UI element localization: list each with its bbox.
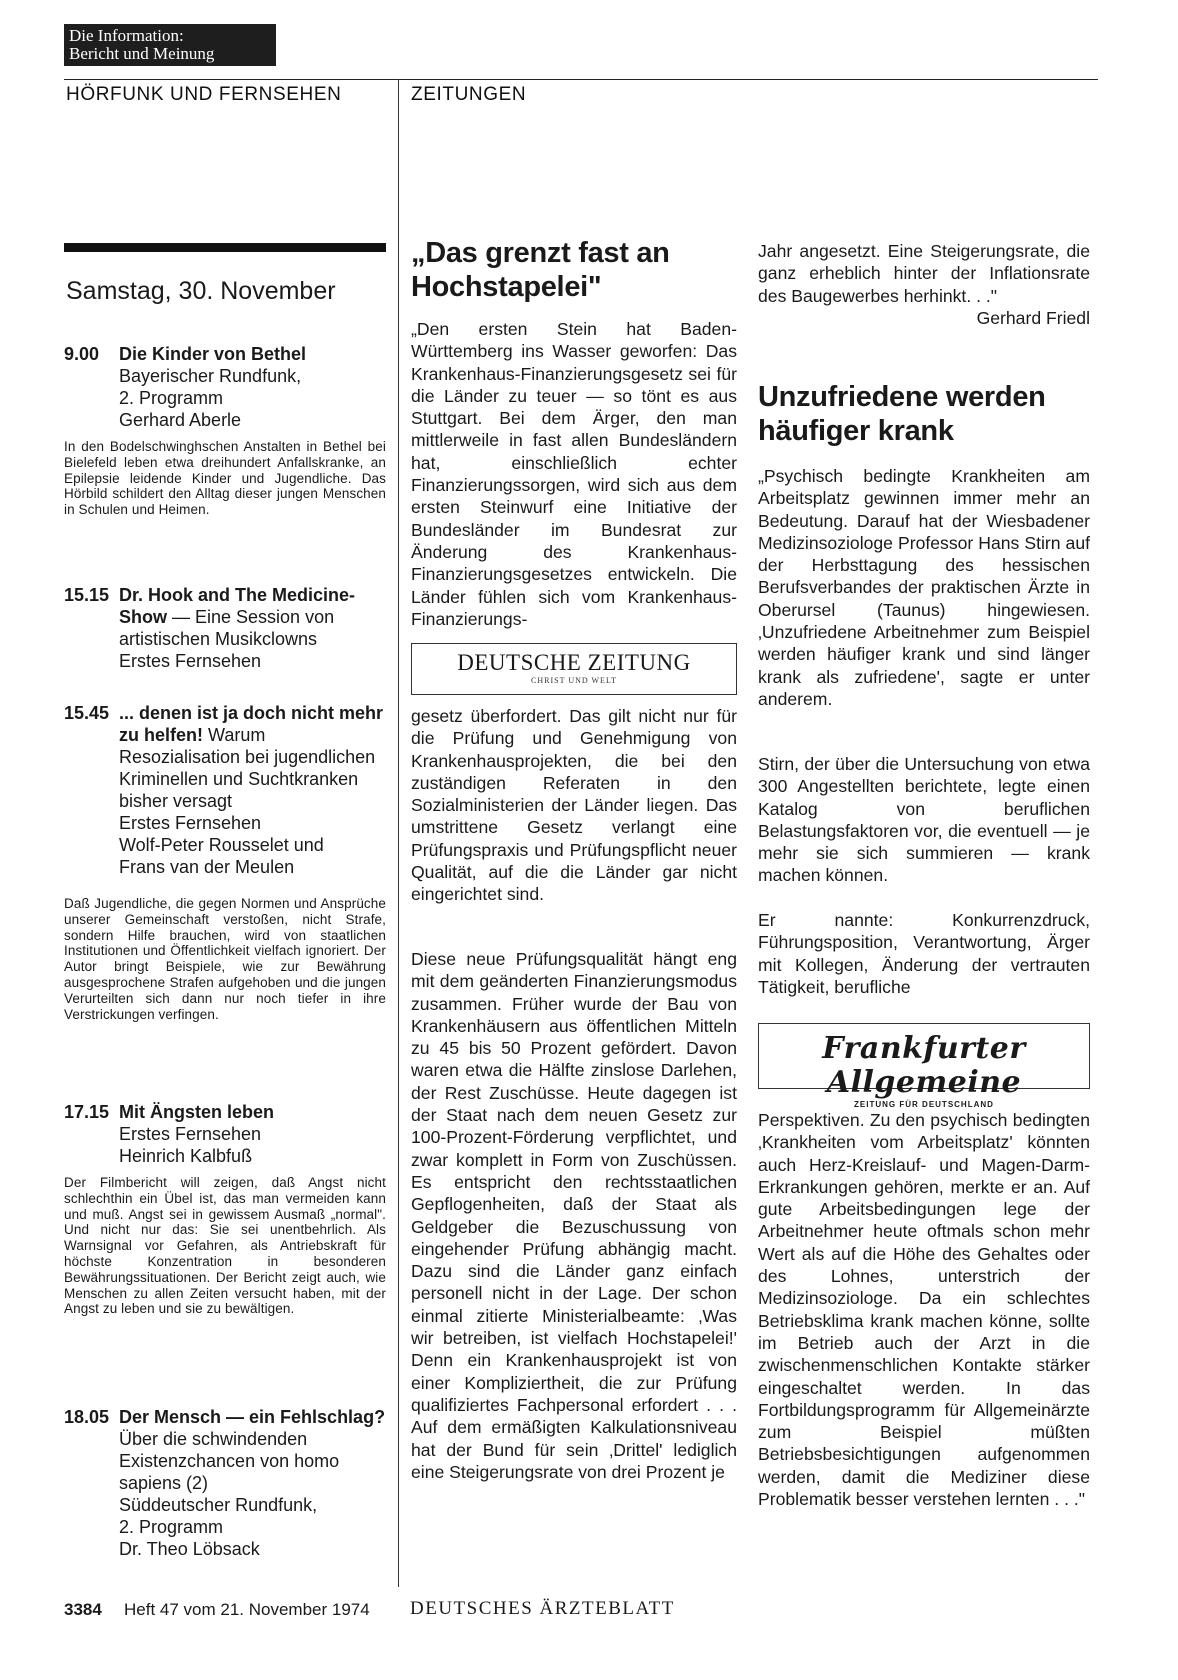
source-logo-deutsche-zeitung bbox=[411, 643, 737, 695]
program-day: Samstag, 30. November bbox=[66, 277, 336, 305]
entry-time: 15.45 bbox=[64, 703, 110, 723]
article-text: „Den ersten Stein hat Baden-Württemberg ins Wasser geworfen: Das Krankenhaus-Finanzierungsgesetz sei für die Länder zu teuer — so tönt es aus Stuttgart. Bei dem Ärger, den man mittlerweile in fast allen Bundesländern hat, einschließlich echter Finanzierungssorgen, wird sich aus dem ersten Steinwurf eine Initiative der Bundesländer im Bundesrat zur Änderung des Krankenhaus-Finanzierungsgesetzes entwickeln. Die Länder fühlen sich vom Krankenhaus-Finanzierungs- bbox=[411, 319, 737, 629]
article-headline: Unzufriedene werden häufiger krank bbox=[758, 381, 1046, 447]
entry-subtitle: — Eine Session von artistischen Musikclowns bbox=[119, 607, 335, 649]
section-tag bbox=[64, 24, 276, 66]
source-name: DEUTSCHE ZEITUNG bbox=[457, 650, 691, 675]
section-tag-line2: Bericht und Meinung bbox=[69, 44, 215, 63]
entry-detail: Wolf-Peter Rousselet und bbox=[119, 835, 324, 855]
program-entry bbox=[64, 1406, 386, 1560]
entry-description: Der Filmbericht will zeigen, daß Angst nicht schlechthin ein Übel ist, das man vermeiden kann und muß. Angst sei in gewissem Ausmaß „normal". Und nicht nur das: Sie sei unentbehrlich. Als Warnsignal vor Gefahren, als Antriebskraft für höchste Konzentration in besonderen Bewährungssituationen. Der Bericht zeigt auch, wie Menschen zu allen Zeiten versucht haben, mit der Angst zu leben und sie zu bewältigen. bbox=[64, 1175, 386, 1317]
page-number: 3384 bbox=[64, 1600, 102, 1619]
top-rule bbox=[64, 79, 1098, 80]
source-logo-frankfurter-allgemeine bbox=[758, 1023, 1090, 1109]
source-subtitle: CHRIST UND WELT bbox=[531, 676, 617, 685]
entry-title: ... denen ist ja doch nicht mehr zu helfen! bbox=[119, 703, 384, 745]
entry-subtitle: Warum Resozialisation bei jugendlichen Kriminellen und Suchtkranken bisher versagt bbox=[119, 725, 376, 811]
article-text: Diese neue Prüfungsqualität hängt eng mit dem geänderten Finanzierungsmodus zusammen. Früher wurde der Bau von Krankenhäusern aus öffentlichen Mitteln zu 45 bis 50 Prozent gefördert. Davon waren etwa die Hälfte zinslose Darlehen, der Rest Zuschüsse. Heute dagegen ist der Staat nach dem neuen Gesetz zur 100-Prozent-Förderung verpflichtet, und zwar komplett in Form von Zuschüssen. Es entspricht den rechtsstaatlichen Gepflogenheiten, daß der Staat als Geldgeber die Bezuschussung von eingehender Prüfung abhängig macht. Dazu sind die Länder ganz einfach personell nicht in der Lage. Der schon einmal zitierte Ministerialbeamte: ‚Was wir betreiben, ist vielfach Hochstapelei!' Denn ein Krankenhausprojekt ist von einer Kompliziertheit, die zur Prüfung qualifiziertes Fachpersonal erfordert . . . Auf dem ermäßigten Kalkulationsniveau hat der Bund für sein ‚Drittel' lediglich eine Steigerungsrate von drei Prozent je bbox=[411, 949, 737, 1482]
entry-detail: Erstes Fernsehen bbox=[119, 1124, 262, 1144]
program-entry bbox=[64, 343, 386, 431]
entry-description: In den Bodelschwinghschen Anstalten in Bethel bei Bielefeld leben etwa dreihundert Anfallskranke, an Epilepsie leidende Kinder und Jugendliche. Das Hörbild schildert den Alltag dieser jungen Menschen in Schulen und Heimen. bbox=[64, 439, 386, 518]
source-subtitle: ZEITUNG FÜR DEUTSCHLAND bbox=[854, 1100, 994, 1109]
entry-time: 9.00 bbox=[64, 344, 100, 364]
journal-title: DEUTSCHES ÄRZTEBLATT bbox=[410, 1598, 675, 1619]
section-heading-radio-tv: HÖRFUNK UND FERNSEHEN bbox=[66, 84, 342, 105]
entry-time: 15.15 bbox=[64, 585, 110, 605]
entry-detail: Heinrich Kalbfuß bbox=[119, 1146, 253, 1166]
article-text: gesetz überfordert. Das gilt nicht nur für die Prüfung und Genehmigung von Krankenhausprojekten, die bei den zuständigen Referaten in den Sozialministerien der Länder liegen. Das umstrittene Gesetz verlangt eine Prüfungspraxis und Prüfungspflicht neuer Qualität, auf die die Länder gar nicht eingerichtet sind. bbox=[411, 706, 737, 905]
entry-time: 18.05 bbox=[64, 1407, 110, 1427]
entry-time: 17.15 bbox=[64, 1102, 110, 1122]
article-author: Gerhard Friedl bbox=[976, 307, 1090, 328]
entry-detail: 2. Programm bbox=[119, 388, 224, 408]
entry-description: Daß Jugendliche, die gegen Normen und Ansprüche unserer Gemeinschaft verstoßen, nicht Strafe, sondern Hilfe brauchen, wird von staatlichen Institutionen und Öffentlichkeit vielfach ignoriert. Der Autor bringt Beispiele, wie zur Bewährung ausgesprochene Strafen aufgehoben und die jungen Verurteilten sich dann nur noch tiefer in ihre Verstrickungen verfingen. bbox=[64, 896, 386, 1022]
entry-detail: Dr. Theo Löbsack bbox=[119, 1539, 260, 1559]
entry-detail: Frans van der Meulen bbox=[119, 857, 295, 877]
entry-detail: Süddeutscher Rundfunk, bbox=[119, 1495, 318, 1515]
entry-detail: 2. Programm bbox=[119, 1517, 224, 1537]
program-entry bbox=[64, 1101, 386, 1167]
article-text: Er nannte: Konkurrenzdruck, Führungsposition, Verantwortung, Ärger mit Kollegen, Änderung der vertrauten Tätigkeit, berufliche bbox=[758, 910, 1090, 997]
column-divider bbox=[398, 79, 399, 1587]
section-heading-newspapers: ZEITUNGEN bbox=[411, 84, 527, 105]
entry-title: Dr. Hook and The Medicine-Show bbox=[119, 585, 356, 627]
entry-title: Der Mensch — ein Fehlschlag? bbox=[119, 1407, 386, 1427]
program-entry bbox=[64, 584, 386, 672]
article-text: Perspektiven. Zu den psychisch bedingten ‚Krankheiten vom Arbeitsplatz' könnten auch Herz-Kreislauf- und Magen-Darm-Erkrankungen gehören, merkte er an. Auf gute Arbeitsbedingungen lege der Arbeitnehmer heute oftmals schon mehr Wert als auf die Höhe des Gehaltes oder des Lohnes, unterstrich der Medizinsoziologe. Da ein schlechtes Betriebsklima krank machen könne, sollte im Betrieb auch der Arzt in die zwischenmenschlichen Kontakte stärker eingeschaltet werden. In das Fortbildungsprogramm für Allgemeinärzte zum Beispiel müßten Betriebsbesichtigungen aufgenommen werden, damit die Mediziner diese Problematik besser verstehen lernten . . ." bbox=[758, 1110, 1090, 1510]
program-bar bbox=[64, 243, 386, 252]
entry-title: Mit Ängsten leben bbox=[119, 1102, 275, 1122]
article-headline: „Das grenzt fast an Hochstapelei" bbox=[411, 237, 670, 303]
article-text-end: Jahr angesetzt. Eine Steigerungsrate, die ganz erheblich hinter der Inflationsrate des Baugewerbes herhinkt. . ." bbox=[758, 241, 1090, 306]
article-text: „Psychisch bedingte Krankheiten am Arbeitsplatz gewinnen immer mehr an Bedeutung. Darauf hat der Wiesbadener Medizinsoziologe Professor Hans Stirn auf der Herbsttagung des hessischen Berufsverbandes der praktischen Ärzte in Oberursel (Taunus) hingewiesen. ‚Unzufriedene Arbeitnehmer zum Beispiel werden häufiger krank und sind länger krank als zufriedene', sagte er unter anderem. bbox=[758, 466, 1090, 709]
article-text: Stirn, der über die Untersuchung von etwa 300 Angestellten berichtete, legte einen Katalog von beruflichen Belastungsfaktoren vor, die eventuell — je mehr sie sich summieren — krank machen können. bbox=[758, 754, 1090, 886]
program-entry bbox=[64, 702, 386, 878]
entry-detail: Bayerischer Rundfunk, bbox=[119, 366, 302, 386]
entry-detail: Gerhard Aberle bbox=[119, 410, 242, 430]
issue-info: Heft 47 vom 21. November 1974 bbox=[124, 1600, 370, 1619]
entry-title: Die Kinder von Bethel bbox=[119, 344, 307, 364]
source-name: Frankfurter Allgemeine bbox=[822, 1031, 1026, 1100]
article-text bbox=[758, 240, 1090, 329]
section-tag-line1: Die Information: bbox=[69, 26, 184, 45]
entry-detail: Erstes Fernsehen bbox=[119, 813, 262, 833]
entry-detail: Erstes Fernsehen bbox=[119, 651, 262, 671]
entry-subtitle: Über die schwindenden Existenzchancen von homo sapiens (2) bbox=[119, 1429, 340, 1493]
